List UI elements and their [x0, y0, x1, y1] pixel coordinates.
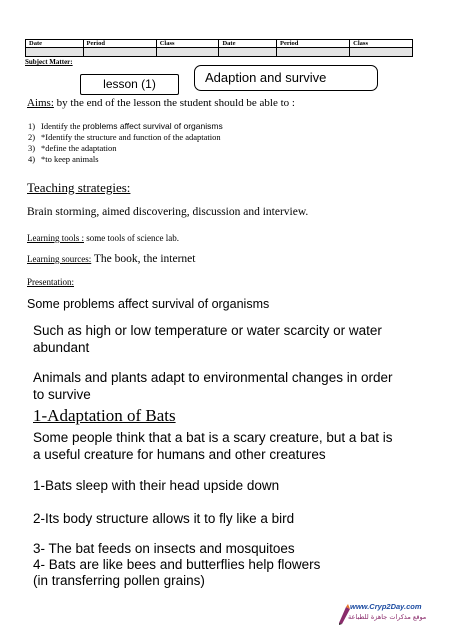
header-cell-period-2: Period	[277, 40, 350, 48]
blank-cell	[156, 48, 219, 57]
aims-text: by the end of the lesson the student should be able to :	[53, 97, 295, 109]
paragraph-line: abundant	[33, 340, 90, 355]
subject-matter-label: Subject Matter:	[25, 58, 73, 66]
watermark-arabic: موقع مذكرات جاهزة للطباعة	[348, 613, 427, 621]
paragraph-adapt	[33, 369, 392, 403]
watermark-url: www.Cryp2Day.com	[350, 602, 422, 611]
blank-cell	[83, 48, 156, 57]
paragraph-line: Animals and plants adapt to environmental changes in order	[33, 370, 393, 385]
learning-sources-line	[27, 253, 195, 265]
learning-sources-label: Learning sources:	[27, 254, 92, 264]
paragraph-line: Some people think that a bat is a scary creature, but a bat is	[33, 430, 393, 445]
learning-sources-text: The book, the internet	[91, 253, 196, 265]
aims-list	[28, 121, 223, 165]
aims-item-number: 1)	[28, 121, 36, 131]
intro-text: Some problems affect survival of organisms	[27, 297, 270, 311]
aims-item-text: *define the adaptation	[41, 143, 117, 153]
header-cell-class: Class	[156, 40, 219, 48]
aims-item-text: *to keep animals	[41, 154, 99, 164]
learning-tools-line	[27, 233, 179, 243]
bats-paragraph	[33, 429, 392, 463]
lesson-title-box: Adaption and survive	[194, 65, 378, 91]
lesson-header-table	[25, 39, 413, 57]
bat-fact-4: 4- Bats are like bees and butterflies help flowers	[33, 557, 321, 572]
aims-item-number: 3)	[28, 143, 36, 153]
blank-cell	[350, 48, 413, 57]
header-cell-class-2: Class	[350, 40, 413, 48]
aims-item-number: 4)	[28, 154, 36, 164]
learning-tools-label: Learning tools :	[27, 233, 84, 243]
blank-cell	[219, 48, 277, 57]
bat-fact-4-continued: (in transferring pollen grains)	[33, 573, 205, 588]
teaching-strategies-heading: Teaching strategies:	[27, 180, 131, 195]
header-cell-date-2: Date	[219, 40, 277, 48]
paragraph-problems	[33, 322, 382, 356]
header-cell-period: Period	[83, 40, 156, 48]
aims-item	[28, 154, 223, 165]
aims-item	[28, 143, 223, 154]
aims-line	[27, 97, 295, 109]
header-row	[26, 40, 413, 48]
header-cell-date: Date	[26, 40, 84, 48]
aims-item-text: problems affect survival of organisms	[82, 121, 223, 131]
bat-fact-3: 3- The bat feeds on insects and mosquitoes	[33, 541, 295, 556]
aims-item-number: 2)	[28, 132, 36, 142]
site-watermark-logo	[336, 602, 434, 626]
learning-tools-text: some tools of science lab.	[84, 233, 179, 243]
presentation-label: Presentation:	[27, 277, 74, 287]
teaching-strategies-text: Brain storming, aimed discovering, discussion and interview.	[27, 206, 309, 218]
aims-item	[28, 132, 223, 143]
aims-item-text: *Identify the structure and function of the adaptation	[41, 132, 221, 142]
paragraph-line: to survive	[33, 387, 91, 402]
bat-fact-1: 1-Bats sleep with their head upside down	[33, 478, 280, 493]
bat-fact-2: 2-Its body structure allows it to fly like a bird	[33, 511, 295, 526]
aims-item-prefix: Identify the	[41, 121, 83, 131]
bats-heading: 1-Adaptation of Bats	[33, 406, 176, 425]
paragraph-line: a useful creature for humans and other creatures	[33, 447, 326, 462]
blank-cell	[277, 48, 350, 57]
lesson-number-box: lesson (1)	[80, 74, 179, 95]
aims-item	[28, 121, 223, 132]
aims-label: Aims:	[27, 97, 54, 109]
blank-cell	[26, 48, 84, 57]
paragraph-line: Such as high or low temperature or water scarcity or water	[33, 323, 382, 338]
header-blank-row	[26, 48, 413, 57]
